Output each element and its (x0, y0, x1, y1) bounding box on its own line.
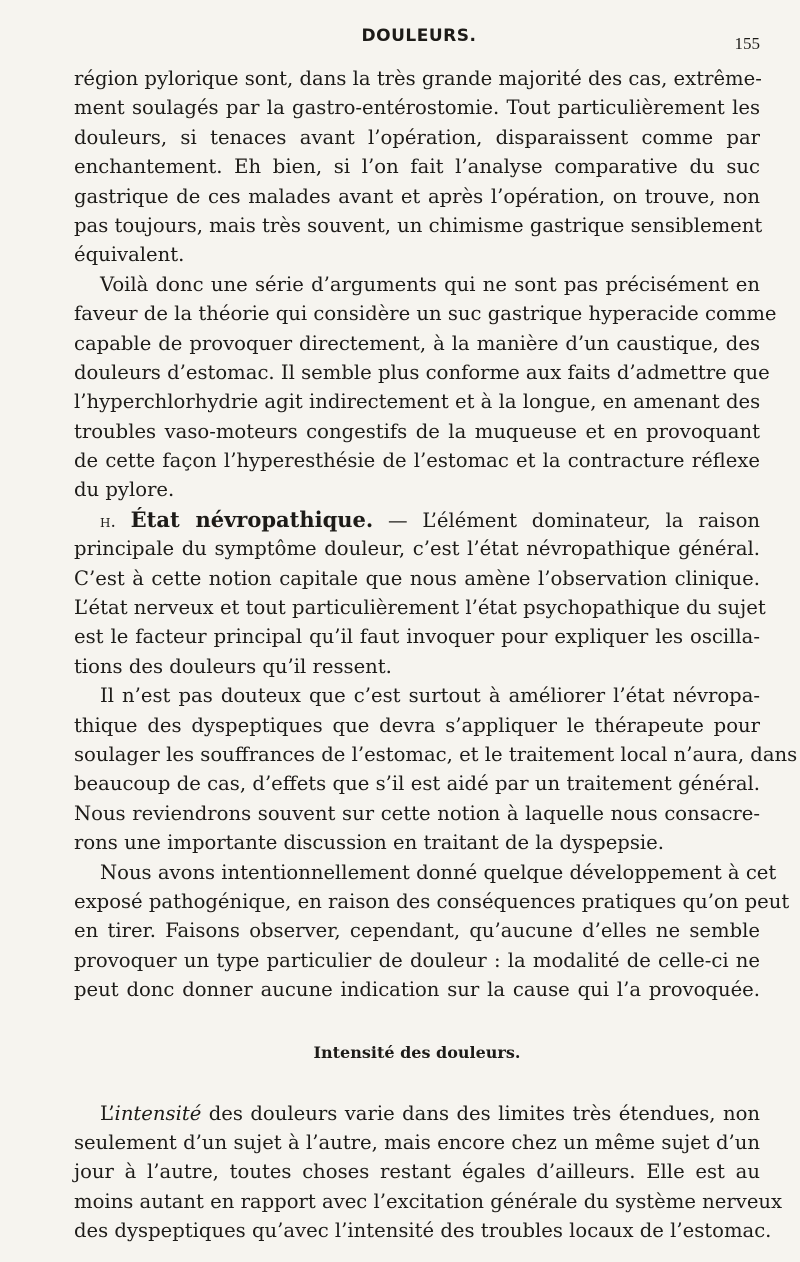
text-line: rons une importante discussion en traitant de la dyspepsie. (74, 831, 664, 855)
text-line: soulager les souffrances de l’estomac, et le traitement local n’aura, dans (74, 742, 798, 766)
text-line: Nous avons intentionnellement donné quelque développement à cet (100, 860, 777, 884)
text-line: des dyspeptiques qu’avec l’intensité des troubles locaux de l’estomac. (74, 1219, 772, 1243)
text-line: exposé pathogénique, en raison des conséquences pratiques qu’on peut (74, 889, 790, 913)
emphasis-term: intensité (114, 1101, 202, 1125)
text-run: — L’élément dominateur, la raison (387, 508, 760, 532)
text-line: tions des douleurs qu’il ressent. (74, 654, 392, 678)
page-number: 155 (734, 34, 760, 53)
text-line: principale du symptôme douleur, c’est l’état névropathique général. (74, 537, 760, 561)
text-run: des douleurs varie dans des limites très étendues, non (201, 1101, 760, 1125)
text-line: douleurs, si tenaces avant l’opération, disparaissent comme par (74, 125, 760, 149)
paragraph-5 (74, 858, 790, 1005)
text-line: jour à l’autre, toutes choses restant égales d’ailleurs. Elle est au (74, 1160, 760, 1184)
text-line (74, 505, 760, 534)
text-line: douleurs d’estomac. Il semble plus conforme aux faits d’admettre que (74, 360, 770, 384)
paragraph-3-etat-nevropathique (74, 505, 766, 681)
text-line: Nous reviendrons souvent sur cette notion à laquelle nous consacre- (74, 801, 760, 825)
paragraph-6 (74, 1099, 783, 1246)
paragraph-lead-heading: État névropathique. (130, 506, 374, 532)
paragraph-2 (74, 270, 777, 505)
body-text (74, 64, 798, 1245)
text-line: l’hyperchlorhydrie agit indirectement et à la longue, en amenant des (74, 390, 761, 414)
text-line: pas toujours, mais très souvent, un chimisme gastrique sensiblement (74, 213, 763, 237)
text-run: L’ (100, 1101, 115, 1125)
text-line: équivalent. (74, 243, 185, 267)
text-line: C’est à cette notion capitale que nous amène l’observation clinique. (74, 566, 760, 590)
text-line: L’état nerveux et tout particulièrement l’état psychopathique du sujet (74, 596, 766, 620)
text-line: Il n’est pas douteux que c’est surtout à améliorer l’état névropa- (100, 684, 760, 708)
text-line: faveur de la théorie qui considère un suc gastrique hyperacide comme (74, 302, 777, 326)
text-line: provoquer un type particulier de douleur : la modalité de celle-ci ne (74, 948, 760, 972)
text-line: seulement d’un sujet à l’autre, mais encore chez un même sujet d’un (74, 1130, 760, 1154)
section-heading: Intensité des douleurs. (313, 1042, 521, 1062)
text-line: ment soulagés par la gastro-entérostomie. Tout particulièrement les (74, 96, 760, 120)
text-line: du pylore. (74, 478, 175, 502)
text-line: moins autant en rapport avec l’excitation générale du système nerveux (74, 1189, 783, 1213)
text-line (74, 1099, 760, 1128)
text-line: en tirer. Faisons observer, cependant, qu’aucune d’elles ne semble (74, 919, 760, 943)
text-line: capable de provoquer directement, à la manière d’un caustique, des (74, 331, 760, 355)
text-line: enchantement. Eh bien, si l’on fait l’analyse comparative du suc (74, 155, 760, 179)
section-marker: h. (100, 511, 116, 532)
text-line: est le facteur principal qu’il faut invoquer pour expliquer les oscilla- (74, 625, 760, 649)
running-head (78, 26, 760, 56)
running-title: DOULEURS. (361, 26, 477, 46)
text-line: Voilà donc une série d’arguments qui ne sont pas précisément en (100, 272, 760, 296)
text-line: beaucoup de cas, d’effets que s’il est aidé par un traitement général. (74, 772, 760, 796)
paragraph-4 (74, 681, 798, 857)
text-line: peut donc donner aucune indication sur la cause qui l’a provoquée. (74, 978, 760, 1002)
text-line: de cette façon l’hyperesthésie de l’estomac et la contracture réflexe (74, 449, 760, 473)
text-line: région pylorique sont, dans la très grande majorité des cas, extrême- (74, 67, 762, 90)
text-line: gastrique de ces malades avant et après l’opération, on trouve, non (74, 184, 760, 208)
text-line: troubles vaso-moteurs congestifs de la muqueuse et en provoquant (74, 419, 760, 443)
text-line: thique des dyspeptiques que devra s’appliquer le thérapeute pour (74, 713, 760, 737)
paragraph-1 (74, 64, 763, 270)
